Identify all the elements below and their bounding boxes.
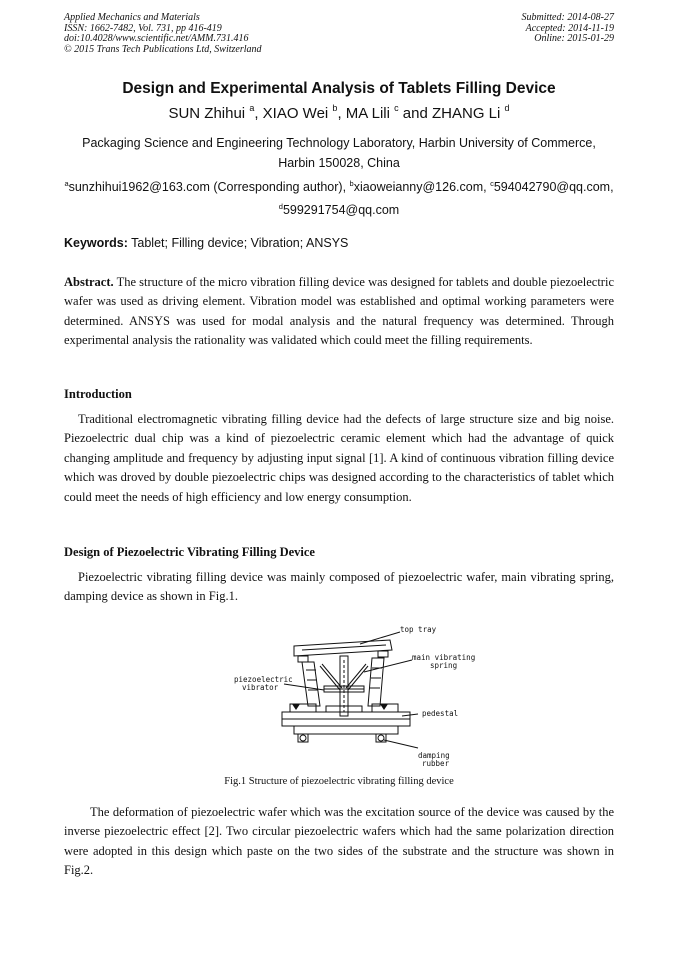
author-separator: , [337, 105, 346, 122]
affiliation-line: Packaging Science and Engineering Technology Laboratory, Harbin University of Commerce, [82, 136, 596, 150]
submitted-date: Submitted: 2014-08-27 [521, 12, 614, 23]
abstract-text: The structure of the micro vibration filling device was designed for tablets and double piezoelectric wafer was used as driving element. Vibration model was established and optimal working parameters were determined. ANSYS was used for modal analysis and the natural frequency was determined. Through experimental analysis the rationality was validated which could meet the filling requirements. [64, 275, 614, 348]
design-paragraph: Piezoelectric vibrating filling device was mainly composed of piezoelectric wafer, main vibrating spring, damping device as shown in Fig.1. [64, 570, 614, 604]
label-damping: damping [418, 751, 450, 760]
author-list [0, 103, 678, 122]
email-mark: b [349, 179, 354, 188]
email-mark: c [490, 179, 494, 188]
section-heading-introduction: Introduction [64, 387, 132, 401]
label-main-spring-2: spring [430, 661, 458, 670]
author-name: MA Lili [345, 105, 390, 122]
author-name: SUN Zhihui [168, 105, 246, 122]
label-damping-2: rubber [422, 759, 450, 768]
email-d: 599291754@qq.com [282, 203, 400, 217]
paper-title: Design and Experimental Analysis of Tablets Filling Device [122, 80, 556, 97]
keywords-label: Keywords: [64, 236, 128, 250]
author-mark: a [249, 103, 255, 113]
label-piezo: piezoelectric [234, 675, 293, 684]
email-mark: d [278, 202, 283, 211]
label-main-spring: main vibrating [412, 653, 476, 662]
label-top-tray: top tray [400, 625, 437, 634]
keywords [64, 236, 614, 250]
author-separator: and [398, 105, 433, 122]
label-piezo-2: vibrator [242, 683, 279, 692]
journal-issn: ISSN: 1662-7482, Vol. 731, pp 416-419 [64, 22, 222, 34]
email-line [64, 197, 614, 220]
label-pedestal: pedestal [422, 709, 459, 718]
journal-doi: doi:10.4028/www.scientific.net/AMM.731.416 [64, 33, 249, 44]
section-heading-design: Design of Piezoelectric Vibrating Filling Device [64, 545, 315, 559]
author-mark: b [332, 103, 338, 113]
email-line [64, 174, 614, 197]
affiliation-line: Harbin 150028, China [278, 156, 400, 170]
author-name: XIAO Wei [262, 105, 329, 122]
journal-copyright: © 2015 Trans Tech Publications Ltd, Switzerland [64, 43, 262, 55]
abstract [64, 273, 614, 351]
figure-caption: Fig.1 Structure of piezoelectric vibrating filling device [224, 776, 454, 787]
introduction-paragraph: Traditional electromagnetic vibrating filling device had the defects of large structure size and big noise. Piezoelectric dual chip was a kind of piezoelectric ceramic element which had the advantage of quick changing amplitude and frequency by adjusting input signal [1]. A kind of continuous vibration filling device which was droved by double piezoelectric chips was designed according to the characteristics of tablet which could meet the needs of high efficiency and low energy consumption. [64, 412, 614, 504]
abstract-label: Abstract. [64, 275, 114, 289]
online-date: Online: 2015-01-29 [534, 33, 614, 44]
email-c: 594042790@qq.com, [493, 180, 614, 194]
author-mark: d [504, 103, 510, 113]
keywords-text: Tablet; Filling device; Vibration; ANSYS [127, 236, 349, 250]
accepted-date: Accepted: 2014-11-19 [525, 22, 614, 34]
email-mark: a [64, 179, 69, 188]
figure-device-structure [232, 620, 476, 770]
author-emails [64, 174, 614, 220]
device-drawing [232, 620, 472, 770]
submission-dates [522, 13, 615, 45]
journal-name: Applied Mechanics and Materials [64, 12, 200, 23]
author-separator: , [254, 105, 263, 122]
affiliation [64, 133, 614, 173]
email-a: sunzhihui1962@163.com (Corresponding author), [68, 180, 350, 194]
journal-info [64, 13, 262, 55]
author-name: ZHANG Li [432, 105, 501, 122]
email-b: xiaoweianny@126.com, [353, 180, 491, 194]
deformation-paragraph: The deformation of piezoelectric wafer which was the excitation source of the device was caused by the inverse piezoelectric effect [2]. Two circular piezoelectric wafers which had the same polarization direction were adopted in this design which paste on the two sides of the substrate and the structure was shown in Fig.2. [64, 805, 614, 878]
author-mark: c [394, 103, 399, 113]
